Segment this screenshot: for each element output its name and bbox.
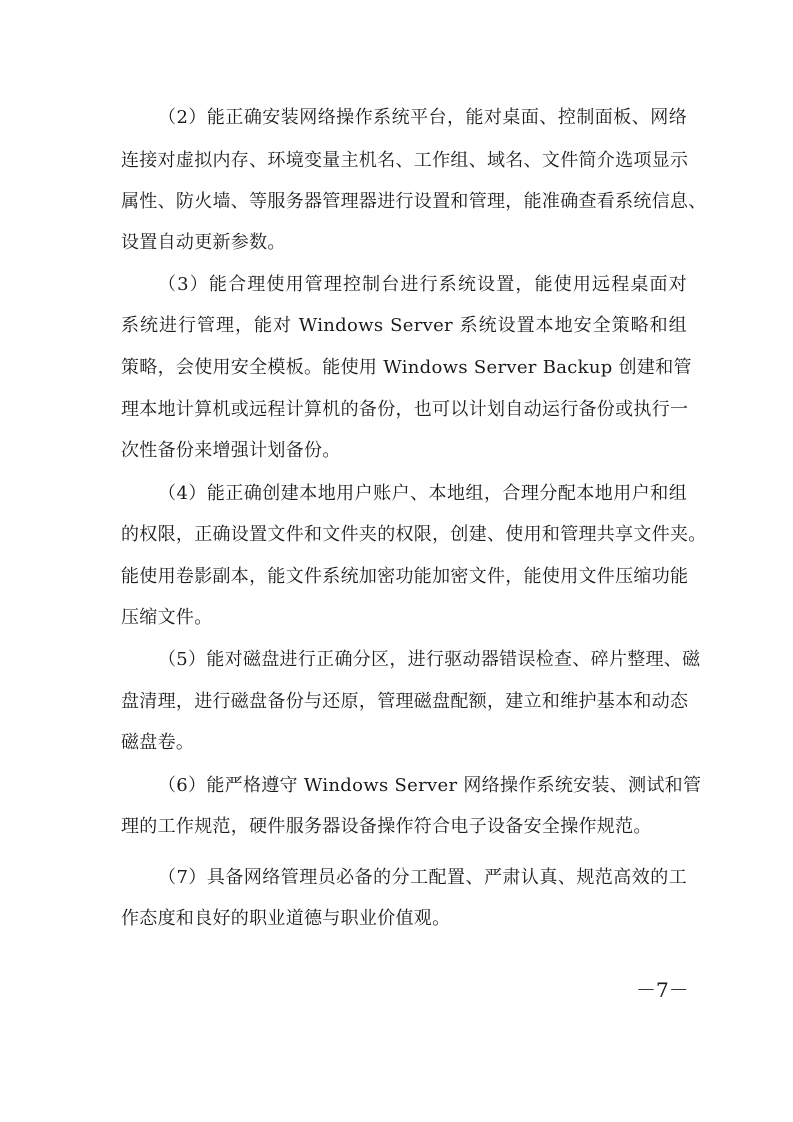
paragraph-3-line-3: 策略，会使用安全模板。能使用 Windows Server Backup 创建和管 [121, 357, 692, 378]
paragraph-2-line-2: 连接对虚拟内存、环境变量主机名、工作组、域名、文件简介选项显示 [121, 150, 689, 171]
paragraph-5-line-3: 磁盘卷。 [121, 732, 195, 753]
paragraph-3-line-5: 次性备份来增强计划备份。 [121, 440, 341, 461]
paragraph-6-line-1: （6）能严格遵守 Windows Server 网络操作系统安装、测试和管 [158, 775, 702, 796]
paragraph-2-line-3: 属性、防火墙、等服务器管理器进行设置和管理，能准确查看系统信息、 [121, 191, 707, 212]
paragraph-5-line-2: 盘清理，进行磁盘备份与还原，管理磁盘配额，建立和维护基本和动态 [121, 691, 689, 712]
paragraph-2-line-1: （2）能正确安装网络操作系统平台，能对桌面、控制面板、网络 [158, 107, 687, 128]
paragraph-3-line-2: 系统进行管理，能对 Windows Server 系统设置本地安全策略和组 [121, 315, 687, 336]
page-number: －7－ [636, 978, 689, 1002]
paragraph-4-line-1: （4）能正确创建本地用户账户、本地组，合理分配本地用户和组 [158, 483, 687, 504]
paragraph-3-line-4: 理本地计算机或远程计算机的备份，也可以计划自动运行备份或执行一 [121, 399, 689, 420]
paragraph-7-line-1: （7）具备网络管理员必备的分工配置、严肃认真、规范高效的工 [158, 867, 687, 888]
paragraph-4-line-3: 能使用卷影副本，能文件系统加密功能加密文件，能使用文件压缩功能 [121, 566, 689, 587]
paragraph-5-line-1: （5）能对磁盘进行正确分区，进行驱动器错误检查、碎片整理、磁 [158, 649, 701, 670]
paragraph-6-line-2: 理的工作规范，硬件服务器设备操作符合电子设备安全操作规范。 [121, 816, 652, 837]
paragraph-4-line-4: 压缩文件。 [121, 607, 213, 628]
paragraph-2-line-4: 设置自动更新参数。 [121, 232, 286, 253]
paragraph-7-line-2: 作态度和良好的职业道德与职业价值观。 [121, 908, 451, 929]
paragraph-4-line-2: 的权限，正确设置文件和文件夹的权限，创建、使用和管理共享文件夹。 [121, 524, 707, 545]
paragraph-3-line-1: （3）能合理使用管理控制台进行系统设置，能使用远程桌面对 [158, 274, 687, 295]
